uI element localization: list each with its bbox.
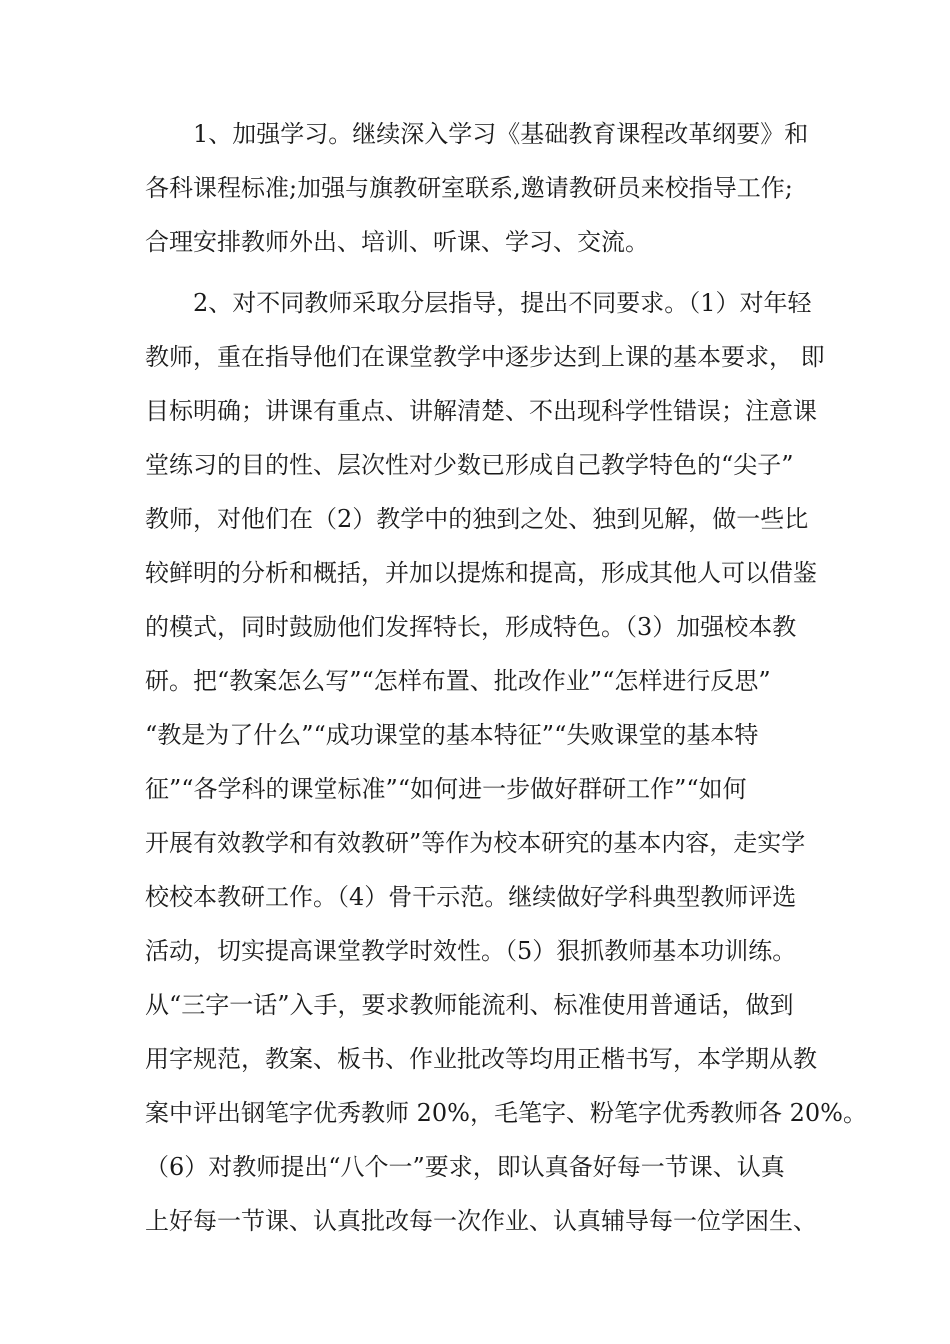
text-line: 合理安排教师外出、培训、听课、学习、交流。: [145, 228, 649, 256]
text-line: 各科课程标准;加强与旗教研室联系,邀请教研员来校指导工作;: [145, 174, 793, 202]
text-line: 1、加强学习。继续深入学习《基础教育课程改革纲要》和: [193, 120, 809, 148]
paragraph-2: [145, 276, 867, 1248]
text-line: 活动，切实提高课堂教学时效性。（5）狠抓教师基本功训练。: [145, 937, 797, 965]
text-line: 较鲜明的分析和概括，并加以提炼和提高，形成其他人可以借鉴: [145, 559, 817, 587]
paragraph-1: [145, 107, 815, 269]
text-line: 上好每一节课、认真批改每一次作业、认真辅导每一位学困生、: [145, 1207, 817, 1235]
text-line: 的模式，同时鼓励他们发挥特长，形成特色。（3）加强校本教: [145, 613, 797, 641]
text-line: （6）对教师提出“八个一”要求，即认真备好每一节课、认真: [145, 1153, 785, 1181]
text-line: 教师，对他们在（2）教学中的独到之处、独到见解，做一些比: [145, 505, 809, 533]
text-line: 校校本教研工作。（4）骨干示范。继续做好学科典型教师评选: [145, 883, 797, 911]
text-line: 教师，重在指导他们在课堂教学中逐步达到上课的基本要求， 即: [145, 343, 825, 371]
text-line: 开展有效教学和有效教研”等作为校本研究的基本内容，走实学: [145, 829, 806, 857]
text-line: 用字规范，教案、板书、作业批改等均用正楷书写，本学期从教: [145, 1045, 817, 1073]
text-line: 征”“各学科的课堂标准”“如何进一步做好群研工作”“如何: [145, 775, 747, 803]
text-line: 2、对不同教师采取分层指导，提出不同要求。（1）对年轻: [193, 289, 812, 317]
text-line: 堂练习的目的性、层次性对少数已形成自己教学特色的“尖子”: [145, 451, 794, 479]
text-line: 案中评出钢笔字优秀教师 20%，毛笔字、粉笔字优秀教师各 20%。: [145, 1099, 867, 1127]
text-line: “教是为了什么”“成功课堂的基本特征”“失败课堂的基本特: [145, 721, 759, 749]
text-line: 目标明确；讲课有重点、讲解清楚、不出现科学性错误；注意课: [145, 397, 817, 425]
text-line: 研。把“教案怎么写”“怎样布置、批改作业”“怎样进行反思”: [145, 667, 771, 695]
text-line: 从“三字一话”入手，要求教师能流利、标准使用普通话，做到: [145, 991, 794, 1019]
